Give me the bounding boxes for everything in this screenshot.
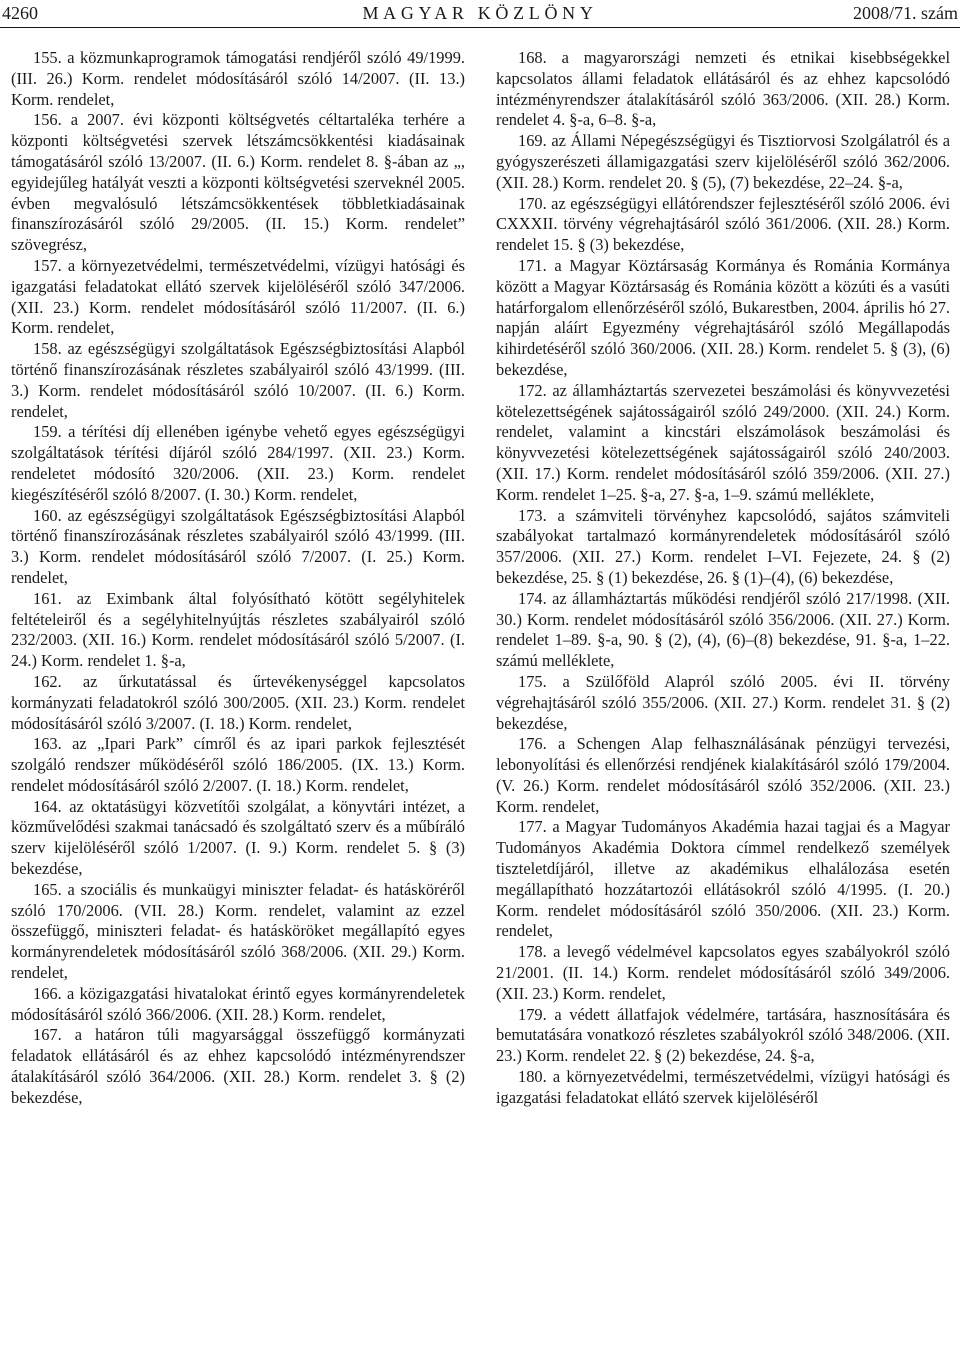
list-item: 180. a környezetvédelmi, természetvédelmi, vízügyi hatósági és igazgatási feladatokat ellátó szervek kijelöléséről bbox=[496, 1067, 950, 1107]
header-rule bbox=[0, 27, 960, 28]
list-item: 166. a közigazgatási hivatalokat érintő egyes kormányrendeletek módosításáról szóló 366/2006. (XII. 28.) Korm. rendelet, bbox=[11, 983, 465, 1024]
list-item: 171. a Magyar Köztársaság Kormánya és Románia Kormánya között a Magyar Köztársaság és Románia között a közúti és a vasúti határforgalom ellenőrzéséről szóló, Bukarestben, 2004. április hó 27. napján aláírt Egyezmény végrehajtásáról szóló Megállapodás kihirdetéséről szóló 360/2006. (XII. 28.) Korm. rendelet 5. § (3), (6) bekezdése, bbox=[496, 255, 950, 379]
journal-title: MAGYAR KÖZLÖNY bbox=[362, 3, 598, 23]
issue-number: 2008/71. szám bbox=[853, 3, 958, 23]
page-header bbox=[0, 0, 960, 30]
list-item: 176. a Schengen Alap felhasználásának pénzügyi tervezési, lebonyolítási és ellenőrzési rendjének kialakításáról szóló 179/2004. (V. 26.) Korm. rendelet módosításáról szóló 352/2006. (XII. 23.) Korm. rendelet, bbox=[496, 734, 950, 816]
list-item: 175. a Szülőföld Alapról szóló 2005. évi II. törvény végrehajtásáról szóló 355/2006. (XII. 27.) Korm. rendelet 31. § (2) bekezdése, bbox=[496, 671, 950, 733]
list-item: 162. az űrkutatással és űrtevékenységgel kapcsolatos kormányzati feladatokról szóló 300/2005. (XII. 23.) Korm. rendelet módosításáról szóló 3/2007. (I. 18.) Korm. rendelet, bbox=[11, 671, 465, 733]
page-number: 4260 bbox=[2, 3, 38, 23]
list-item: 170. az egészségügyi ellátórendszer fejlesztéséről szóló 2006. évi CXXXII. törvény végrehajtásáról szóló 361/2006. (XII. 28.) Korm. rendelet 15. § (3) bekezdése, bbox=[496, 193, 950, 255]
list-item: 160. az egészségügyi szolgáltatások Egészségbiztosítási Alapból történő finanszírozásának részletes szabályairól szóló 43/1999. (III. 3.) Korm. rendelet módosításáról szóló 7/2007. (I. 25.) Korm. rendelet, bbox=[11, 505, 465, 587]
list-item: 178. a levegő védelmével kapcsolatos egyes szabályokról szóló 21/2001. (II. 14.) Korm. rendelet módosításáról szóló 349/2006. (XII. 23.) Korm. rendelet, bbox=[496, 942, 950, 1003]
list-item: 165. a szociális és munkaügyi miniszter feladat- és hatásköréről szóló 170/2006. (VII. 28.) Korm. rendelet, valamint az ezzel összefüggő, miniszteri feladat- és hatásköröket megállapító egyes kormányrendeletek módosításáról szóló 368/2006. (XII. 29.) Korm. rendelet, bbox=[11, 879, 465, 983]
list-item: 161. az Eximbank által folyósítható kötött segélyhitelek feltételeiről és a segélyhitelnyújtás részletes szabályairól szóló 232/2003. (XII. 16.) Korm. rendelet módosításáról szóló 5/2007. (I. 24.) Korm. rendelet 1. §-a, bbox=[11, 588, 465, 671]
list-item: 177. a Magyar Tudományos Akadémia hazai tagjai és a Magyar Tudományos Akadémia Doktora címmel rendelkező személyek tiszteletdíjáról, illetve az akadémikus elhalálozása esetén megállapítható hozzátartozói ellátásokról szóló 4/1995. (I. 20.) Korm. rendelet módosításáról szóló 350/2006. (XII. 23.) Korm. rendelet, bbox=[496, 817, 950, 941]
right-column bbox=[496, 48, 950, 1109]
list-item: 155. a közmunkaprogramok támogatási rendjéről szóló 49/1999. (III. 26.) Korm. rendelet módosításáról szóló 14/2007. (II. 13.) Korm. rendelet, bbox=[11, 48, 465, 109]
list-item: 163. az „Ipari Park” címről és az ipari parkok fejlesztését szolgáló rendszer működéséről szóló 186/2005. (IX. 13.) Korm. rendelet módosításáról szóló 2/2007. (I. 18.) Korm. rendelet, bbox=[11, 734, 465, 795]
list-item: 158. az egészségügyi szolgáltatások Egészségbiztosítási Alapból történő finanszírozásának részletes szabályairól szóló 43/1999. (III. 3.) Korm. rendelet módosításáról szóló 10/2007. (II. 6.) Korm. rendelet, bbox=[11, 339, 465, 421]
list-item: 179. a védett állatfajok védelmére, tartására, hasznosítására és bemutatására vonatkozó részletes szabályokról szóló 348/2006. (XII. 23.) Korm. rendelet 22. § (2) bekezdése, 24. §-a, bbox=[496, 1004, 950, 1066]
list-item: 173. a számviteli törvényhez kapcsolódó, sajátos számviteli szabályokat tartalmazó kormányrendeletek módosításáról szóló 357/2006. (XII. 27.) Korm. rendelet I–VI. Fejezete, 24. § (2) bekezdése, 25. § (1) bekezdése, 26. § (1)–(4), (6) bekezdése, bbox=[496, 505, 950, 587]
list-item: 168. a magyarországi nemzeti és etnikai kisebbségekkel kapcsolatos állami feladatok ellátásáról és az ehhez kapcsolódó intézményrendszer átalakításáról szóló 363/2006. (XII. 28.) Korm. rendelet 4. §-a, 6–8. §-a, bbox=[496, 48, 950, 130]
left-column bbox=[11, 48, 465, 1109]
list-item: 169. az Állami Népegészségügyi és Tisztiorvosi Szolgálatról és a gyógyszerészeti államigazgatási szerv kijelöléséről szóló 362/2006. (XII. 28.) Korm. rendelet 20. § (5), (7) bekezdése, 22–24. §-a, bbox=[496, 131, 950, 192]
list-item: 174. az államháztartás működési rendjéről szóló 217/1998. (XII. 30.) Korm. rendelet módosításáról szóló 356/2006. (XII. 27.) Korm. rendelet 1–89. §-a, 90. § (2), (4), (6)–(8) bekezdése, 91. §-a, 1–22. számú melléklete, bbox=[496, 588, 950, 671]
list-item: 167. a határon túli magyarsággal összefüggő kormányzati feladatok ellátásáról és az ehhez kapcsolódó intézményrendszer átalakításáról szóló 364/2006. (XII. 28.) Korm. rendelet 3. § (2) bekezdése, bbox=[11, 1025, 465, 1107]
list-item: 157. a környezetvédelmi, természetvédelmi, vízügyi hatósági és igazgatási feladatokat ellátó szervek kijelöléséről szóló 347/2006. (XII. 23.) Korm. rendelet módosításáról szóló 11/2007. (II. 6.) Korm. rendelet, bbox=[11, 255, 465, 338]
list-item: 156. a 2007. évi központi költségvetés céltartaléka terhére a központi költségvetési szervek létszámcsökkentési kiadásainak támogatásáról szóló 13/2007. (II. 6.) Korm. rendelet 8. §-ában az „, egyidejűleg hatályát veszti a központi költségvetési szerveknél 2005. évben megvalósuló létszámcsökkentések többletkiadásainak finanszírozásáról szóló 29/2005. (II. 15.) Korm. rendelet” szövegrész, bbox=[11, 110, 465, 255]
list-item: 172. az államháztartás szervezetei beszámolási és könyvvezetési kötelezettségének sajátosságairól szóló 249/2000. (XII. 24.) Korm. rendelet, valamint a kincstári elszámolások beszámolási és könyvvezetési kötelezettségének sajátosságairól szóló 240/2003. (XII. 17.) Korm. rendelet módosításáról szóló 359/2006. (XII. 27.) Korm. rendelet 1–25. §-a, 27. §-a, 1–9. számú melléklete, bbox=[496, 380, 950, 504]
list-item: 159. a térítési díj ellenében igénybe vehető egyes egészségügyi szolgáltatások térítési díjáról szóló 284/1997. (XII. 23.) Korm. rendeletet módosító 320/2006. (XII. 23.) Korm. rendelet kiegészítéséről szóló 8/2007. (I. 30.) Korm. rendelet, bbox=[11, 422, 465, 504]
list-item: 164. az oktatásügyi közvetítői szolgálat, a könyvtári intézet, a közművelődési szakmai tanácsadó és szolgáltató szerv és a műbíráló szerv kijelöléséről szóló 1/2007. (I. 9.) Korm. rendelet 5. § (3) bekezdése, bbox=[11, 796, 465, 879]
